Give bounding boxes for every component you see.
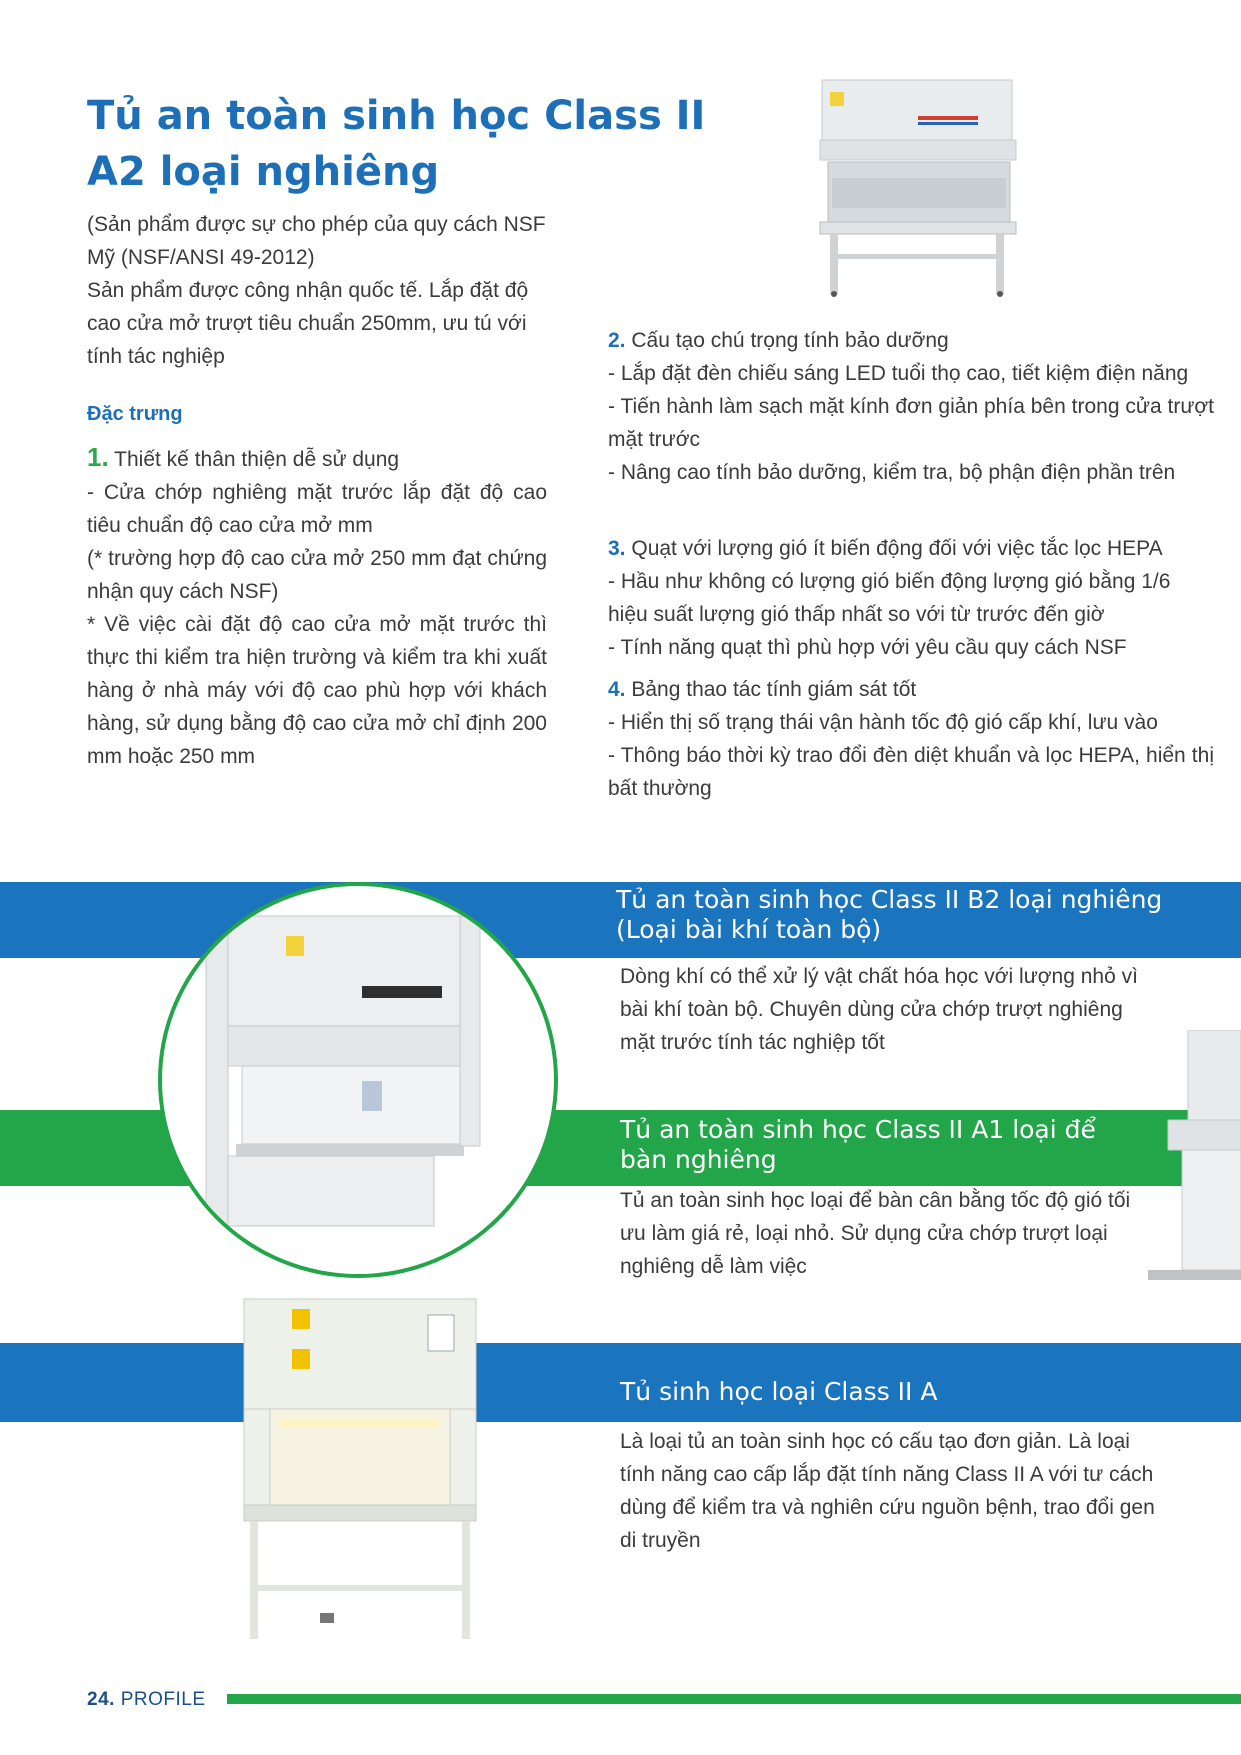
footer-page-label xyxy=(87,1689,206,1711)
feature-1-line-3: * Về việc cài đặt độ cao cửa mở mặt trước thì thực thi kiểm tra hiện trường và kiểm tra khi xuất hàng ở nhà máy với độ cao phù hợp với khách hàng, sử dụng bằng độ cao cửa mở chỉ định 200 mm hoặc 250 mm xyxy=(87,613,547,768)
product-b2-title-2: (Loại bài khí toàn bộ) xyxy=(616,915,882,944)
feature-2-line-1: - Lắp đặt đèn chiếu sáng LED tuổi thọ cao, tiết kiệm điện năng xyxy=(608,362,1189,385)
product-b2-desc: Dòng khí có thể xử lý vật chất hóa học với lượng nhỏ vì bài khí toàn bộ. Chuyên dùng cửa chớp trượt nghiêng mặt trước tính tác nghiệp tốt xyxy=(620,965,1138,1054)
page-title: Tủ an toàn sinh học Class II A2 loại nghiêng xyxy=(87,93,706,195)
feature-2-line-2: - Tiến hành làm sạch mặt kính đơn giản phía bên trong cửa trượt mặt trước xyxy=(608,395,1214,451)
feature-1-title xyxy=(87,441,547,476)
product-class2a-title: Tủ sinh học loại Class II A xyxy=(620,1377,938,1406)
product-a1-title-1: Tủ an toàn sinh học Class II A1 loại để xyxy=(620,1115,1096,1144)
feature-3 xyxy=(608,532,1228,664)
feature-4-number: 4. xyxy=(608,678,626,701)
feature-2 xyxy=(608,324,1214,489)
feature-1-line-2: (* trường hợp độ cao cửa mở 250 mm đạt chứng nhận quy cách NSF) xyxy=(87,547,547,603)
feature-3-line-1: - Hầu như không có lượng gió biến động lượng gió bằng 1/6 hiệu suất lượng gió thấp nhất so với từ trước đến giờ xyxy=(608,570,1171,626)
intro-line-2: Sản phẩm được công nhận quốc tế. Lắp đặt độ cao cửa mở trượt tiêu chuẩn 250mm, ưu tú với tính tác nghiệp xyxy=(87,279,529,368)
feature-2-title-text: Cấu tạo chú trọng tính bảo dưỡng xyxy=(631,329,949,352)
feature-1-line-1: - Cửa chớp nghiêng mặt trước lắp đặt độ cao tiêu chuẩn độ cao cửa mở mm xyxy=(87,481,547,537)
feature-3-title-text: Quạt với lượng gió ít biến động đối với việc tắc lọc HEPA xyxy=(631,537,1163,560)
feature-1-number: 1. xyxy=(87,442,109,472)
features-heading: Đặc trưng xyxy=(87,403,183,425)
product-class2a-desc: Là loại tủ an toàn sinh học có cấu tạo đơn giản. Là loại tính năng cao cấp lắp đặt tính năng Class II A với tư cách dùng để kiểm tra và nghiên cứu nguồn bệnh, trao đổi gen di truyền xyxy=(620,1430,1155,1552)
footer-rule xyxy=(227,1694,1241,1704)
product-image-b2-cabinet xyxy=(158,882,558,1278)
product-image-class2a-cabinet xyxy=(240,1295,480,1645)
feature-2-title xyxy=(608,324,1214,357)
feature-3-line-2: - Tính năng quạt thì phù hợp với yêu cầu quy cách NSF xyxy=(608,636,1127,659)
feature-2-number: 2. xyxy=(608,329,626,352)
product-image-a2-cabinet xyxy=(818,78,1018,300)
product-a1-desc: Tủ an toàn sinh học loại để bàn cân bằng tốc độ gió tối ưu làm giá rẻ, loại nhỏ. Sử dụng cửa chớp trượt loại nghiêng dễ làm việc xyxy=(620,1189,1131,1278)
intro-line-1: (Sản phẩm được sự cho phép của quy cách NSF Mỹ (NSF/ANSI 49-2012) xyxy=(87,213,546,269)
product-b2-title-1: Tủ an toàn sinh học Class II B2 loại nghiêng xyxy=(616,885,1163,914)
feature-3-number: 3. xyxy=(608,537,626,560)
feature-4-line-2: - Thông báo thời kỳ trao đổi đèn diệt khuẩn và lọc HEPA, hiển thị bất thường xyxy=(608,744,1214,800)
feature-2-line-3: - Nâng cao tính bảo dưỡng, kiểm tra, bộ phận điện phần trên xyxy=(608,461,1176,484)
page-number: 24. xyxy=(87,1689,115,1710)
feature-1 xyxy=(87,441,547,773)
product-image-a1-cabinet xyxy=(1148,1030,1241,1302)
feature-1-title-text: Thiết kế thân thiện dễ sử dụng xyxy=(114,448,400,471)
feature-4-line-1: - Hiển thị số trạng thái vận hành tốc độ gió cấp khí, lưu vào xyxy=(608,711,1158,734)
product-a1-title-2: bàn nghiêng xyxy=(620,1145,777,1174)
feature-4-title xyxy=(608,673,1214,706)
feature-4 xyxy=(608,673,1214,805)
feature-4-title-text: Bảng thao tác tính giám sát tốt xyxy=(631,678,917,701)
footer-profile-text: PROFILE xyxy=(120,1689,206,1710)
feature-3-title xyxy=(608,532,1228,565)
